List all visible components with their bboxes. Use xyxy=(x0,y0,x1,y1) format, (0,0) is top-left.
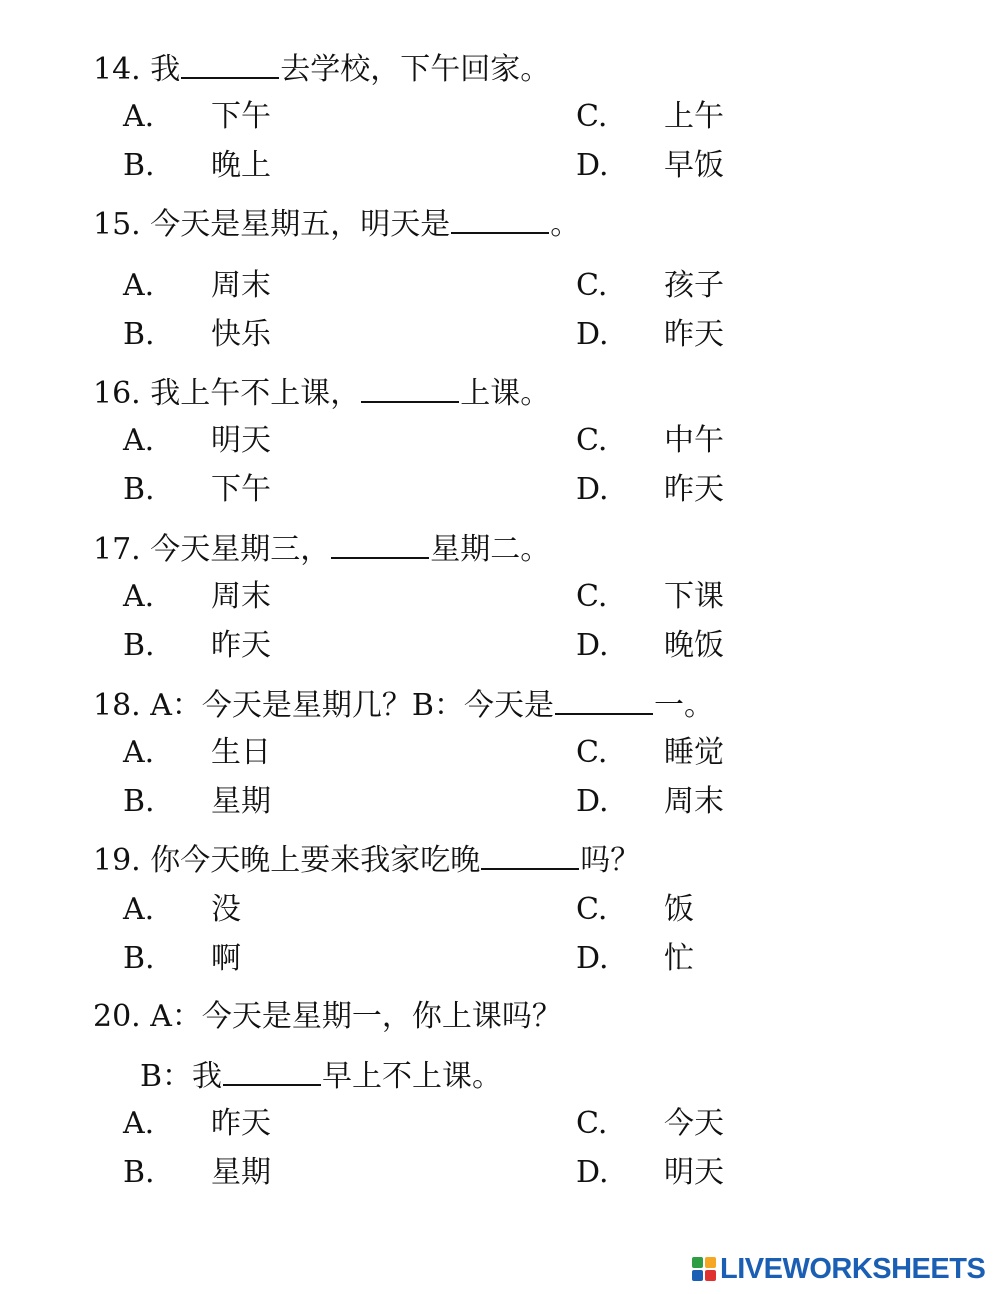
option-text: 睡觉 xyxy=(664,735,724,770)
option-text: 周末 xyxy=(211,579,271,614)
question-number: 14. xyxy=(93,52,141,87)
option-letter: C. xyxy=(576,423,608,458)
stem-text-before: 今天星期三， xyxy=(150,532,331,567)
question-stem xyxy=(93,529,550,570)
option-letter: A. xyxy=(123,423,155,458)
option-text: 星期 xyxy=(211,1155,271,1190)
logo-mark-cell xyxy=(705,1257,716,1268)
answer-blank[interactable] xyxy=(361,373,459,403)
option-text: 没 xyxy=(211,892,241,927)
answer-blank[interactable] xyxy=(555,685,653,715)
question-stem xyxy=(93,840,640,881)
option-letter: D. xyxy=(576,628,609,663)
logo-text: LIVEWORKSHEETS xyxy=(720,1252,986,1285)
stem-line-1: A：今天是星期一，你上课吗？ xyxy=(150,999,562,1034)
option-text: 早饭 xyxy=(664,148,724,183)
liveworksheets-logo xyxy=(692,1252,985,1286)
option-text: 昨天 xyxy=(664,472,724,507)
answer-blank[interactable] xyxy=(481,840,579,870)
option-text: 快乐 xyxy=(211,317,271,352)
option-letter: A. xyxy=(123,735,155,770)
option-text: 晚饭 xyxy=(664,628,724,663)
option-letter: B. xyxy=(123,317,155,352)
option-text: 生日 xyxy=(211,735,271,770)
option-letter: B. xyxy=(123,941,155,976)
option-text: 星期 xyxy=(211,784,271,819)
stem-text-before: B：我 xyxy=(140,1059,223,1094)
option-letter: B. xyxy=(123,784,155,819)
option-letter: D. xyxy=(576,1155,609,1190)
liveworksheets-logo-icon xyxy=(692,1257,716,1281)
stem-text-before: 我 xyxy=(150,52,181,87)
answer-blank[interactable] xyxy=(451,204,549,234)
question-number: 17. xyxy=(93,532,141,567)
stem-text-after: 去学校，下午回家。 xyxy=(280,52,551,87)
option-letter: A. xyxy=(123,579,155,614)
option-letter: D. xyxy=(576,784,609,819)
option-letter: D. xyxy=(576,317,609,352)
question-number: 19. xyxy=(93,843,141,878)
question-number: 15. xyxy=(93,207,141,242)
option-letter: C. xyxy=(576,579,608,614)
option-text: 饭 xyxy=(664,892,694,927)
option-text: 孩子 xyxy=(664,268,724,303)
logo-mark-cell xyxy=(705,1270,716,1281)
answer-blank[interactable] xyxy=(181,49,279,79)
option-letter: D. xyxy=(576,941,609,976)
question-number: 20. xyxy=(93,999,141,1034)
stem-text-after: 吗？ xyxy=(580,843,641,878)
stem-text-after: 一。 xyxy=(653,688,714,723)
option-text: 晚上 xyxy=(211,148,271,183)
option-text: 昨天 xyxy=(211,628,271,663)
option-letter: C. xyxy=(576,268,608,303)
option-letter: C. xyxy=(576,1106,608,1141)
option-text: 周末 xyxy=(211,268,271,303)
option-letter: B. xyxy=(123,1155,155,1190)
answer-blank[interactable] xyxy=(223,1056,321,1086)
option-letter: C. xyxy=(576,892,608,927)
stem-text-before: 我上午不上课， xyxy=(150,376,361,411)
option-letter: B. xyxy=(123,628,155,663)
option-letter: A. xyxy=(123,892,155,927)
option-letter: A. xyxy=(123,268,155,303)
option-text: 今天 xyxy=(664,1106,724,1141)
option-text: 啊 xyxy=(211,941,241,976)
question-stem xyxy=(93,204,580,245)
option-text: 明天 xyxy=(664,1155,724,1190)
logo-mark-cell xyxy=(692,1270,703,1281)
stem-text-before: 你今天晚上要来我家吃晚 xyxy=(150,843,481,878)
question-stem xyxy=(93,373,550,414)
question-number: 18. xyxy=(93,688,141,723)
question-stem xyxy=(93,997,562,1037)
option-text: 中午 xyxy=(664,423,724,458)
stem-text-before: A：今天是星期几？B：今天是 xyxy=(150,688,554,723)
option-text: 昨天 xyxy=(664,317,724,352)
option-text: 上午 xyxy=(664,99,724,134)
stem-text-after: 星期二。 xyxy=(430,532,551,567)
option-text: 下午 xyxy=(211,472,271,507)
option-letter: A. xyxy=(123,1106,155,1141)
option-letter: D. xyxy=(576,148,609,183)
stem-text-before: 今天是星期五，明天是 xyxy=(150,207,451,242)
option-text: 周末 xyxy=(664,784,724,819)
option-letter: D. xyxy=(576,472,609,507)
option-letter: B. xyxy=(123,472,155,507)
option-text: 下课 xyxy=(664,579,724,614)
option-letter: C. xyxy=(576,99,608,134)
option-text: 昨天 xyxy=(211,1106,271,1141)
question-stem xyxy=(93,49,550,90)
option-text: 忙 xyxy=(664,941,694,976)
option-letter: A. xyxy=(123,99,155,134)
option-letter: C. xyxy=(576,735,608,770)
logo-mark-cell xyxy=(692,1257,703,1268)
stem-text-after: 早上不上课。 xyxy=(322,1059,503,1094)
stem-text-after: 上课。 xyxy=(460,376,551,411)
question-number: 16. xyxy=(93,376,141,411)
option-text: 明天 xyxy=(211,423,271,458)
option-letter: B. xyxy=(123,148,155,183)
answer-blank[interactable] xyxy=(331,529,429,559)
question-stem-line-2 xyxy=(140,1056,502,1097)
question-stem xyxy=(93,685,714,726)
option-text: 下午 xyxy=(211,99,271,134)
stem-text-after: 。 xyxy=(550,207,581,242)
